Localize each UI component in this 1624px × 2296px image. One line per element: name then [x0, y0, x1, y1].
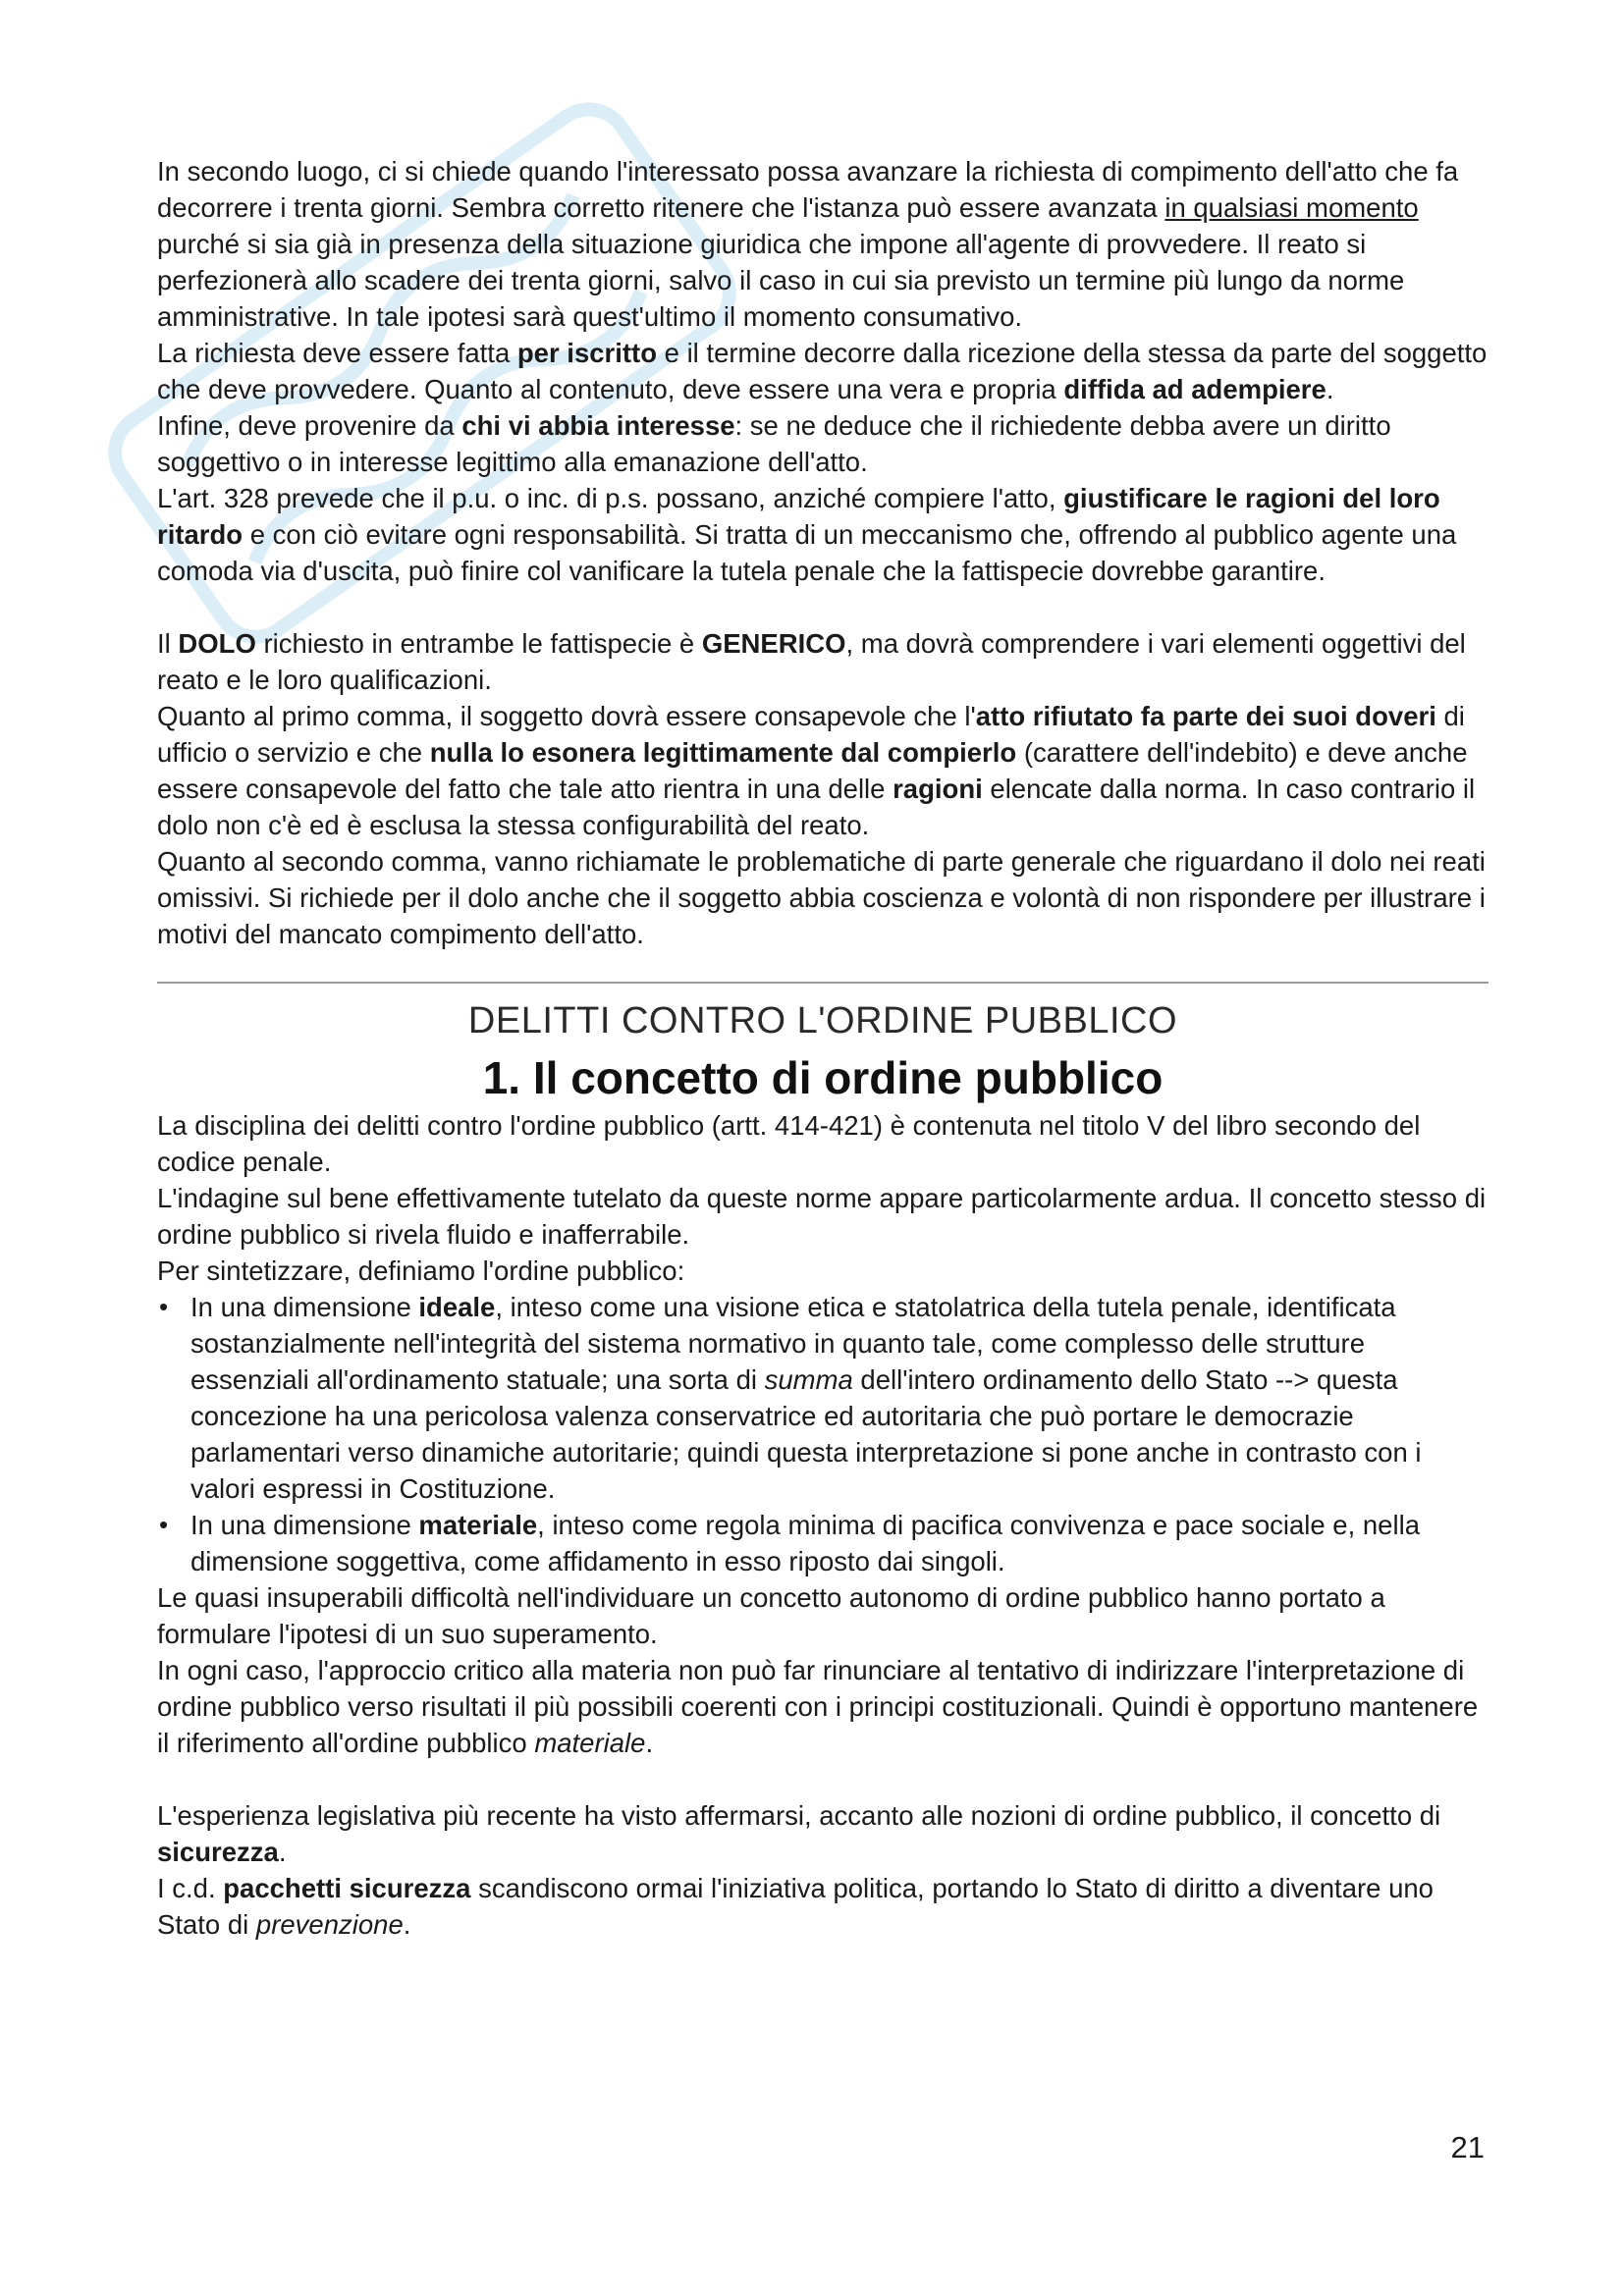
italic-text: summa	[764, 1364, 853, 1395]
bold-text: DOLO	[178, 628, 256, 659]
chapter-heading: 1. Il concetto di ordine pubblico	[482, 1052, 1164, 1103]
paragraph	[157, 407, 1489, 480]
bold-text: ragioni	[893, 774, 983, 804]
bold-text: per iscritto	[516, 338, 657, 368]
text-run: richiesto in entrambe le fattispecie è	[255, 628, 702, 659]
paragraph: Le quasi insuperabili difficoltà nell'individuare un concetto autonomo di ordine pubblico hanno portato a formulare l'ipotesi di un suo superamento.	[157, 1582, 1385, 1649]
bold-text: pacchetti sicurezza	[223, 1873, 471, 1903]
text-run: , ma dovrà comprendere i vari elementi oggettivi del reato e le loro qualificazioni.	[157, 628, 1466, 695]
section-title: DELITTI CONTRO L'ORDINE PUBBLICO	[467, 1000, 1178, 1041]
paragraph	[157, 625, 1489, 698]
text-run: , inteso come una visione etica e statolatrica della tutela penale, identificata sostanzialmente nell'integrità del sistema normativo in quanto tale, come complesso delle strutture essenziali all'ordinamento statuale; una sorta di	[190, 1292, 1396, 1395]
bold-text: atto rifiutato fa parte dei suoi doveri	[975, 701, 1436, 731]
text-run: In una dimensione	[190, 1292, 419, 1322]
paragraph	[157, 335, 1489, 407]
bold-text: materiale	[418, 1510, 538, 1540]
text-run: Quanto al primo comma, il soggetto dovrà essere consapevole che l'	[157, 701, 976, 731]
bold-text: giustificare le ragioni del loro ritardo	[157, 483, 1440, 550]
text-run: L'art. 328 prevede che il p.u. o inc. di p.s. possano, anziché compiere l'atto,	[157, 483, 1064, 513]
text-run: .	[645, 1728, 654, 1758]
text-run: dell'intero ordinamento dello Stato --> questa concezione ha una pericolosa valenza conservatrice ed autoritaria che può portare le democrazie parlamentari verso dinamiche autoritarie; quindi questa interpretazione si pone anche in contrasto con i valori espressi in Costituzione.	[190, 1364, 1422, 1504]
bold-text: chi vi abbia interesse	[461, 410, 735, 441]
text-run: .	[403, 1909, 411, 1940]
text-run: : se ne deduce che il richiedente debba avere un diritto soggettivo o in interesse legittimo alla emanazione dell'atto.	[157, 410, 1391, 477]
italic-text: prevenzione	[255, 1909, 404, 1940]
bold-text: sicurezza	[157, 1837, 279, 1867]
bold-text: diffida ad adempiere	[1063, 374, 1326, 404]
spacer	[157, 1761, 1489, 1797]
text-run: e il termine decorre dalla ricezione della stessa da parte del soggetto che deve provvedere. Quanto al contenuto, deve essere una vera e propria	[157, 338, 1488, 404]
spacer	[157, 589, 1489, 625]
italic-text: materiale	[534, 1728, 646, 1758]
paragraph: La disciplina dei delitti contro l'ordine pubblico (artt. 414-421) è contenuta nel titolo V del libro secondo del codice penale.	[157, 1110, 1421, 1177]
text-run: , inteso come regola minima di pacifica convivenza e pace sociale e, nella dimensione soggettiva, come affidamento in esso riposto dai singoli.	[190, 1510, 1420, 1576]
paragraph	[157, 1652, 1489, 1761]
paragraph: L'indagine sul bene effettivamente tutelato da queste norme appare particolarmente ardua. Il concetto stesso di ordine pubblico si rivela fluido e inafferrabile.	[157, 1183, 1487, 1250]
paragraph: Quanto al secondo comma, vanno richiamate le problematiche di parte generale che riguardano il dolo nei reati omissivi. Si richiede per il dolo anche che il soggetto abbia coscienza e volontà di non rispondere per illustrare i motivi del mancato compimento dell'atto.	[157, 846, 1486, 949]
text-run: Il	[157, 628, 179, 659]
text-run: Infine, deve provenire da	[157, 410, 462, 441]
bold-text: GENERICO	[701, 628, 846, 659]
section-divider	[157, 982, 1489, 984]
text-run: di ufficio o servizio e che	[157, 701, 1465, 768]
list-item	[157, 1507, 1489, 1579]
text-run: L'esperienza legislativa più recente ha visto affermarsi, accanto alle nozioni di ordine pubblico, il concetto di	[157, 1800, 1441, 1831]
paragraph	[157, 480, 1489, 589]
list-item	[157, 1289, 1489, 1507]
underlined-text: in qualsiasi momento	[1164, 192, 1419, 223]
text-run: I c.d.	[157, 1873, 224, 1903]
text-run: In ogni caso, l'approccio critico alla materia non può far rinunciare al tentativo di indirizzare l'interpretazione di ordine pubblico verso risultati il più possibili coerenti con i principi costituzionali. Quindi è opportuno mantenere il riferimento all'ordine pubblico	[157, 1655, 1479, 1758]
paragraph	[157, 698, 1489, 843]
text-run: scandiscono ormai l'iniziativa politica, portando lo Stato di diritto a diventare uno Stato di	[157, 1873, 1434, 1940]
paragraph	[157, 1870, 1489, 1943]
text-run: purché si sia già in presenza della situazione giuridica che impone all'agente di provvedere. Il reato si perfezionerà allo scadere dei trenta giorni, salvo il caso in cui sia previsto un termine più lungo da norme amministrative. In tale ipotesi sarà quest'ultimo il momento consumativo.	[157, 229, 1405, 332]
text-run: La richiesta deve essere fatta	[157, 338, 517, 368]
bold-text: nulla lo esonera legittimamente dal compierlo	[429, 737, 1017, 768]
bullet-list	[157, 1289, 1489, 1579]
paragraph	[157, 1797, 1489, 1870]
text-run: (carattere dell'indebito) e deve anche essere consapevole del fatto che tale atto rientra in una delle	[157, 737, 1468, 804]
text-run: .	[1326, 374, 1334, 404]
paragraph	[157, 153, 1489, 335]
text-run: e con ciò evitare ogni responsabilità. Si tratta di un meccanismo che, offrendo al pubblico agente una comoda via d'uscita, può finire col vanificare la tutela penale che la fattispecie dovrebbe garantire.	[157, 519, 1457, 586]
text-run: In secondo luogo, ci si chiede quando l'interessato possa avanzare la richiesta di compimento dell'atto che fa decorrere i trenta giorni. Sembra corretto ritenere che l'istanza può essere avanzata	[157, 156, 1459, 223]
text-run: In una dimensione	[190, 1510, 419, 1540]
text-run: .	[278, 1837, 287, 1867]
text-run: elencate dalla norma. In caso contrario il dolo non c'è ed è esclusa la stessa configurabilità del reato.	[157, 774, 1476, 840]
paragraph: Per sintetizzare, definiamo l'ordine pubblico:	[157, 1255, 685, 1286]
page-content	[157, 153, 1489, 1943]
bold-text: ideale	[418, 1292, 496, 1322]
page-number: 21	[1450, 2130, 1485, 2164]
